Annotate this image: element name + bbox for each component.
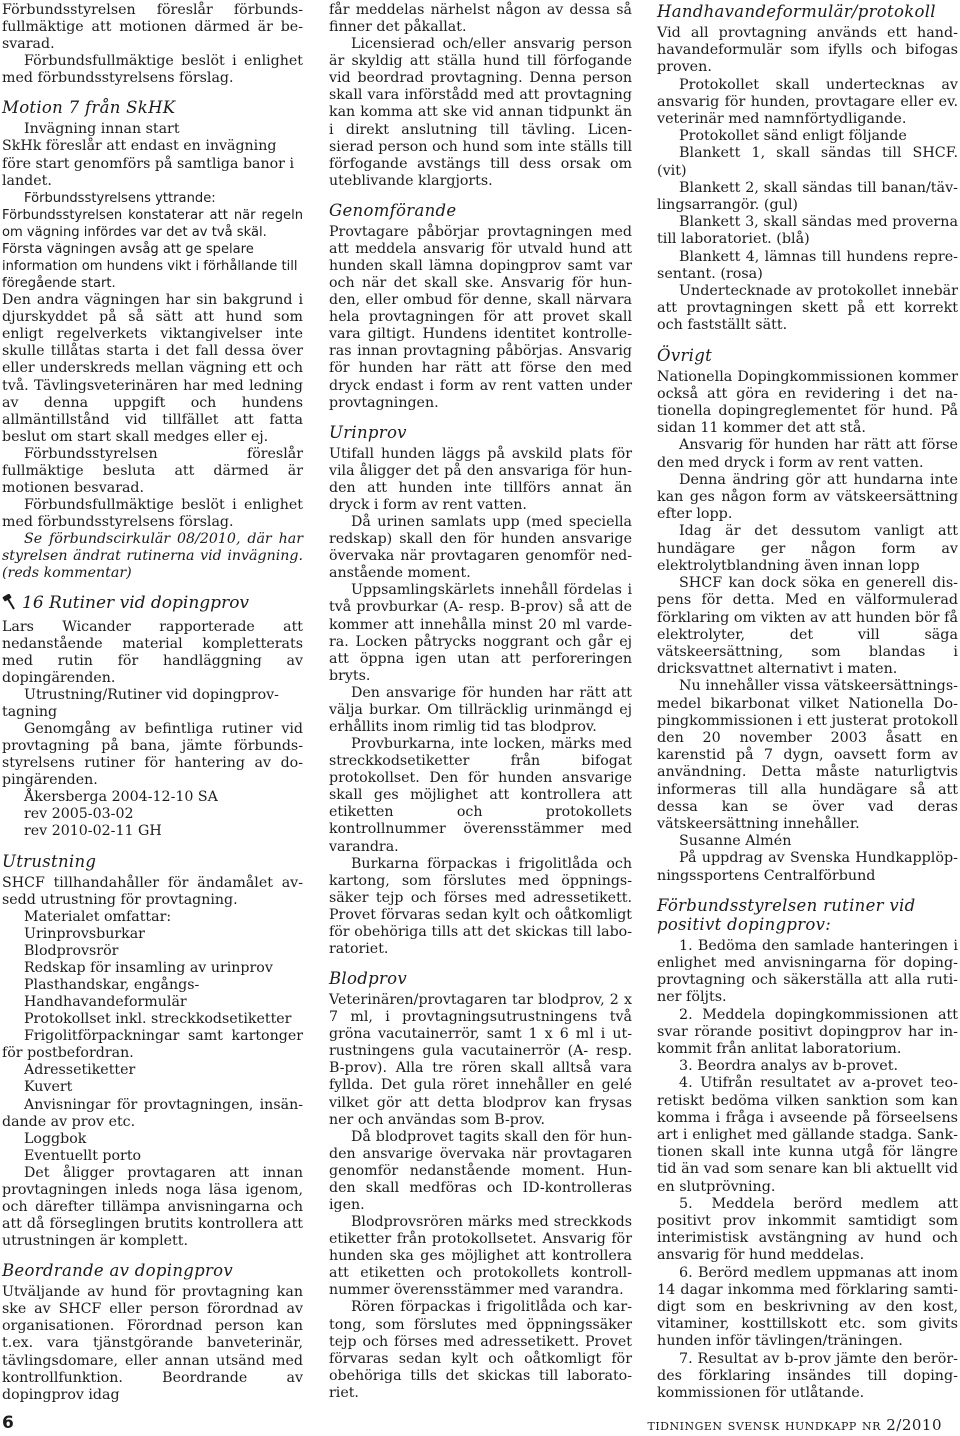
paragraph: Det åligger provtagaren att innan provtagningen inleds noga läsa igenom, och därefter tillämpa anvisningarna och att då förseglingen brutits kontrollera att utrustningen är komplett. (2, 1164, 303, 1250)
heading-genomforande: Genomförande (329, 200, 457, 220)
list-item: Eventuellt porto (24, 1147, 142, 1164)
editor-note: Se förbundscirkulär 08/2010, där har styrelsen ändrat rutinerna vid invägning. (reds kommentar) (2, 531, 303, 582)
paragraph: Protokollet sänd enligt följande (679, 128, 907, 145)
list-item: Loggbok (24, 1130, 87, 1147)
list-item: Redskap för insamling av urinprov (24, 959, 273, 976)
paragraph: Blankett 4, lämnas till hundens representant. (rosa) (657, 248, 958, 282)
paragraph: Nationella Dopingkommissionen kommer också att göra en revidering i det nationella dopingreglementet för hund. På sidan 11 kommer det att stå. (657, 368, 958, 437)
paragraph: Förbundsstyrelsen konstaterar att när regeln om vägning infördes var det av två skäl. (2, 207, 303, 240)
paragraph: Genomgång av befintliga rutiner vid provtagning på bana, jämte förbundsstyrelsens rutiner för hantering av dopingärenden. (2, 720, 303, 789)
page-footer (0, 1413, 960, 1435)
list-item: Blodprovsrör (24, 942, 119, 959)
heading-urinprov: Urinprov (329, 422, 407, 442)
paragraph: Protokollet skall undertecknas av ansvarig för hunden, provtagare eller ev. veterinär med namnförtydligande. (657, 76, 958, 128)
paragraph: Provburkarna, inte locken, märks med streckkodsetiketter från bifogat protokollset. Den för hunden ansvarige skall ges möjlighet att kontrollera att etiketten och protokollets kontrollnummer överensstämmer med varandra. (329, 736, 632, 855)
paragraph: Förbundsstyrelsen föreslår förbundsfullmäktige att motionen därmed är besvarad. (2, 2, 303, 53)
paragraph: Blodprovsrören märks med streckkods etiketter från protokollsetet. Ansvarig för hunden ska ges möjlighet att kontrollera att etiketten och protokollets kontrollnummer överensstämmer med varandra. (329, 1214, 632, 1299)
paragraph: Blankett 1, skall sändas till SHCF. (vit) (657, 145, 958, 179)
paragraph: Då blodprovet tagits skall den för hunden ansvarige övervaka när provtagaren genomför nedanstående moment. Hunden skall medföras och ID-kontrolleras igen. (329, 1128, 632, 1213)
paragraph: Vid all provtagning används ett handhavandeformulär som ifylls och bifogas proven. (657, 25, 958, 76)
list-item: Kuvert (24, 1079, 73, 1096)
paragraph: Veterinären/provtagaren tar blodprov, 2 x 7 ml, i provtagningsutrustningens två gröna vacutainerrör, samt 1 x 6 ml i utrustningens gula vacutainerrör (A- resp. B-prov). Alla tre rören skall alltså vara fyllda. Det gula röret innehåller en gelé vilket gör att detta blodprov kan frysas ner och användas som B-prov. (329, 992, 632, 1128)
paragraph: SHCF tillhandahåller för ändamålet avsedd utrustning för provtagning. (2, 874, 303, 908)
paragraph: Förbundsfullmäktige beslöt i enlighet med förbundsstyrelsens förslag. (2, 53, 303, 87)
list-item: 5. Meddela berörd medlem att positivt prov inkommit samtidigt som interimistisk avstängning av hund och ansvarig för hund meddelas. (657, 1195, 958, 1264)
paragraph: Uppsamlingskärlets innehåll fördelas i två provburkar (A- resp. B-prov) så att de kommer att innehålla minst 20 ml vardera. Locken påtrycks noggrant och går ej att öppna igen utan att perforeringen bryts. (329, 582, 632, 684)
heading-ovrigt: Övrigt (657, 345, 713, 365)
paragraph: Utifall hunden läggs på avskild plats för vila åligger det på den ansvariga för hunden att hunden inte tillförs annat än dryck i form av rent vatten. (329, 445, 632, 513)
list-item: Handhavandeformulär (24, 994, 187, 1011)
paragraph: Utrustning/Rutiner vid dopingprovtagning (2, 686, 279, 720)
paragraph: Förbundsfullmäktige beslöt i enlighet med förbundsstyrelsens förslag. (2, 497, 303, 531)
paragraph: Den andra vägningen har sin bakgrund i djurskyddet på så sätt att hund som enligt regelverkets viktangivelser inte skulle tillåtas starta i det fall dessa över eller underskreds mellan vägning ett och två. Tävlingsveterinären har med ledning av denna uppgift och hundens allmäntillstånd vid tillfället att fatta beslut om start skall medges eller ej. (2, 292, 303, 445)
paragraph: rev 2005-03-02 (24, 806, 134, 823)
paragraph: Denna ändring gör att hundarna inte kan ges någon form av vätskeersättning efter lopp. (657, 471, 958, 523)
signature-name: Susanne Almén (679, 833, 792, 850)
paragraph: Åkersberga 2004-12-10 SA (24, 789, 218, 806)
heading-blodprov: Blodprov (329, 969, 408, 989)
heading-beordrande: Beordrande av dopingprov (2, 1261, 234, 1281)
paragraph: Utväljande av hund för provtagning kan ske av SHCF eller person förordnad av organisationen. Förordnad person kan t.ex. vara tjänstgörande banveterinär, tävlingsdomare, eller annan utsänd med kontrollfunktion. Beordrande av dopingprov idag (2, 1284, 303, 1403)
column-left (2, 2, 303, 1404)
paragraph: Den ansvarige för hunden har rätt att välja burkar. Om tillräcklig urinmängd ej erhållits inom rimlig tid tas blodprov. (329, 684, 632, 735)
list-item: 6. Berörd medlem uppmanas att inom 14 dagar inkomma med förklaring samtidigt som en beskrivning av den kost, vitaminer, kosttillskott etc. som givits hunden inför tävlingen/träningen. (657, 1264, 958, 1350)
paragraph: Blankett 2, skall sändas till banan/tävlingsarrangör. (gul) (657, 179, 958, 214)
paragraph: Första vägningen avsåg att ge spelare information om hundens vikt i förhållande till föregående start. (2, 241, 298, 292)
paragraph: Rören förpackas i frigolitlåda och kartong, som förslutes med öppningssäker tejp och förses med adressetikett. Provet förvaras sedan kylt och oåtkomligt för obehöriga tills det skickas till laboratoriet. (329, 1299, 632, 1401)
list-item: 7. Resultat av b-prov jämte den berördes förklaring insändes till dopingkommissionen för utlåtande. (657, 1350, 958, 1402)
list-item: 4. Utifrån resultatet av a-provet teoretiskt bedöma vilken sanktion som kan komma i fråga i avseende på förseelsens art i enlighet med gällande stadga. Sanktionen skall inte kunna utgå för längre tid än vad som senare kan bli aktuellt vid en slutprövning. (657, 1075, 958, 1195)
magazine-title: tidningen svensk hundkapp nr 2/2010 (647, 1416, 942, 1434)
paragraph: Förbundsstyrelsen föreslår fullmäktige besluta att därmed är motionen besvarad. (2, 445, 303, 497)
column-right (657, 2, 958, 1402)
gavel-icon (2, 594, 16, 610)
list-item: Frigolitförpackningar samt kartonger för postbefordran. (2, 1028, 303, 1062)
heading-utrustning: Utrustning (2, 851, 97, 871)
paragraph: Nu innehåller vissa vätskeersättningsmedel bikarbonat vilket Nationella Dopingkommissionen i ett justerat protokoll den 20 november 2003 åsatt en karenstid på 7 dygn, oavsett form av användning. Detta måste naturligtvis informeras till alla hundägare så att dessa kan se över vad deras vätskeersättning innehåller. (657, 678, 958, 832)
list-item: 1. Bedöma den samlade hanteringen i enlighet med anvisningarna för dopingprovtagning och säkerställa att alla rutiner följts. (657, 937, 958, 1006)
list-item: Adressetiketter (24, 1062, 136, 1079)
list-item: Urinprovsburkar (24, 925, 145, 942)
column-middle (329, 2, 632, 1402)
paragraph: Undertecknade av protokollet innebär att provtagningen skett på ett korrekt och fastställt sätt. (657, 283, 958, 334)
list-item: Plasthandskar, engångs- (24, 976, 200, 993)
paragraph: Förbundsstyrelsens yttrande: (24, 190, 216, 206)
paragraph: SkHk föreslår att endast en invägning före start genomförs på samtliga banor i landet. (2, 138, 295, 189)
paragraph: Lars Wicander rapporterade att nedanstående material kompletterats med rutin för handläggning av dopingärenden. (2, 618, 303, 686)
paragraph: Då urinen samlats upp (med speciella redskap) skall den för hunden ansvarige övervaka när provtagaren genomför nedanstående moment. (329, 514, 632, 582)
heading-item-16: 16 Rutiner vid dopingprov (2, 593, 303, 613)
paragraph: SHCF kan dock söka en generell dispens för detta. Med en välformulerad förklaring om vikten av att hunden bör få elektrolyter, det vill säga vätskeersättning, som blandas i dricksvattnet alternativt i maten. (657, 575, 958, 678)
heading-handhavandeformular: Handhavandeformulär/protokoll (657, 2, 936, 21)
paragraph: Ansvarig för hunden har rätt att förse den med dryck i form av rent vatten. (657, 437, 958, 471)
page-number: 6 (2, 1413, 14, 1433)
list-item: Anvisningar för provtagningen, insändande av prov etc. (2, 1096, 303, 1130)
list-item: 3. Beordra analys av b-provet. (679, 1058, 898, 1075)
signature-org: På uppdrag av Svenska Hundkapplöpningssportens Centralförbund (657, 850, 958, 884)
paragraph: Materialet omfattar: (24, 908, 172, 925)
heading-motion-7: Motion 7 från SkHK (2, 98, 176, 118)
paragraph: Provtagare påbörjar provtagningen med att meddela ansvarig för utvald hund att hunden skall lämna dopingprov samt var och när det skall ske. Ansvarig för hunden, eller ombud för denne, skall närvara hela provtagningen för att provet skall vara giltigt. Hundens identitet kontrolleras innan provtagning påbörjas. Ansvarig för hunden har rätt att förse den med dryck endast i form av rent vatten under provtagningen. (329, 223, 632, 411)
paragraph: Licensierad och/eller ansvarig person är skyldig att ställa hund till förfogande vid beordrad provtagning. Denna person skall vara införstådd med att provtagning kan komma att ske vid annan tidpunkt än i direkt anslutning till tävling. Licensierad person och hund som inte ställs till förfogande avstängs till dess orsak om uteblivande klargjorts. (329, 36, 632, 189)
paragraph: rev 2010-02-11 GH (24, 823, 162, 840)
heading-rutiner-positivt: Förbundsstyrelsen rutiner vid positivt dopingprov: (657, 895, 916, 934)
paragraph: Invägning innan start (24, 121, 180, 138)
paragraph: får meddelas närhelst någon av dessa så finner det påkallat. (329, 2, 632, 36)
paragraph: Burkarna förpackas i frigolitlåda och kartong, som förslutes med öppningssäker tejp och förses med adressetikett. Provet förvaras sedan kylt och oåtkomligt för obehöriga tills att det skickas till laboratoriet. (329, 855, 632, 957)
paragraph: Blankett 3, skall sändas med proverna till laboratoriet. (blå) (657, 214, 958, 248)
list-item: 2. Meddela dopingkommissionen att svar rörande positivt dopingprov har inkommit från anlitat laboratorium. (657, 1006, 958, 1057)
paragraph: Idag är det dessutom vanligt att hundägare ger någon form av elektrolytblandning även innan lopp (657, 523, 958, 574)
list-item: Protokollset inkl. streckkodsetiketter (24, 1011, 292, 1028)
